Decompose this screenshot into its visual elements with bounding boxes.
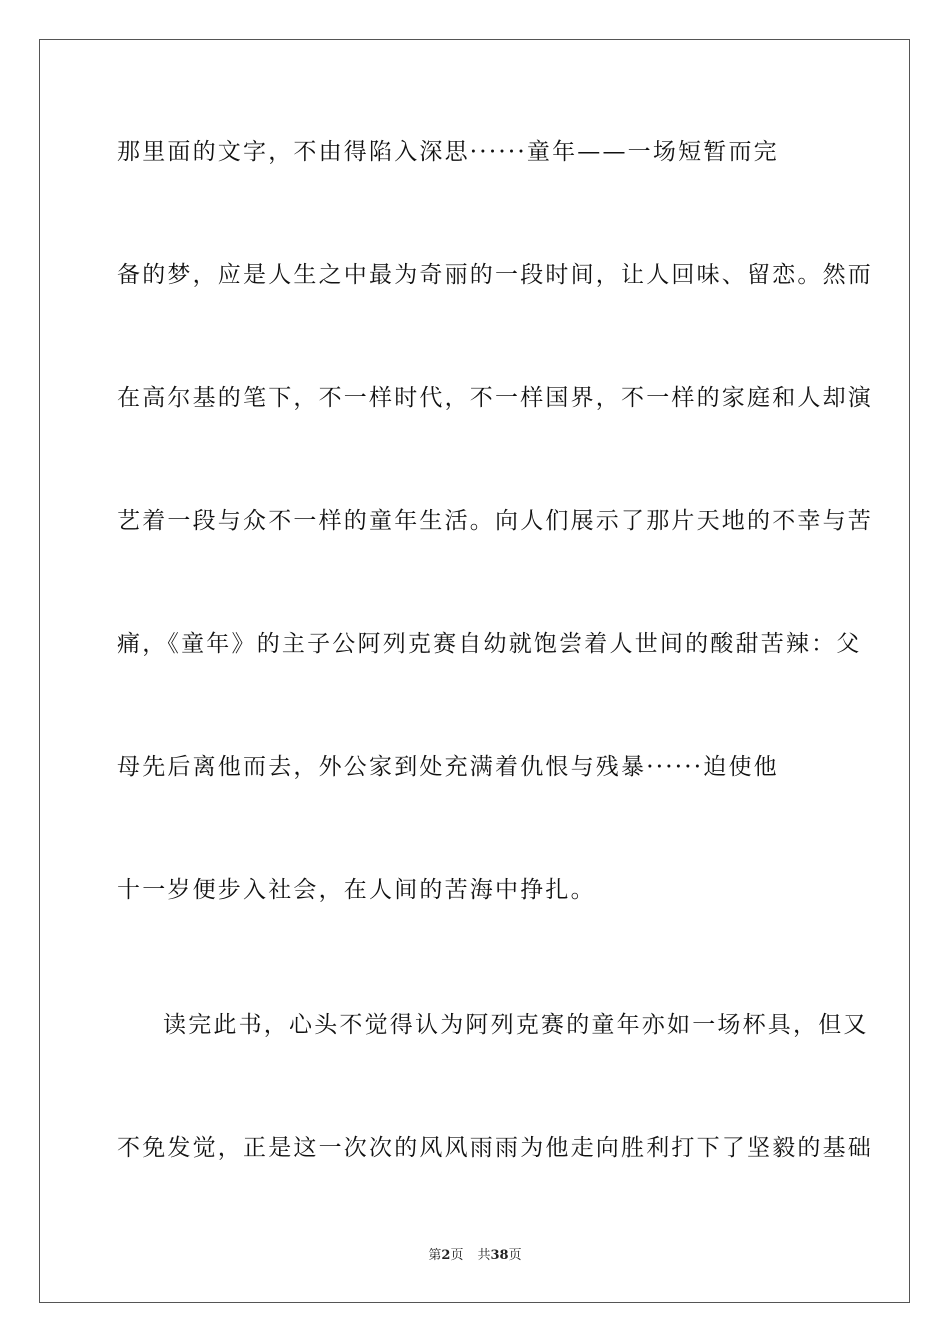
paragraph-start-line: 读完此书，心头不觉得认为阿列克赛的童年亦如一场杯具，但又 <box>163 1012 869 1038</box>
body-line: 不免发觉，正是这一次次的风风雨雨为他走向胜利打下了坚毅的基础 <box>117 1135 873 1161</box>
body-line: 备的梦，应是人生之中最为奇丽的一段时间，让人回味、留恋。然而 <box>117 262 873 288</box>
body-line: 母先后离他而去，外公家到处充满着仇恨与残暴······迫使他 <box>117 754 779 780</box>
page-border <box>39 39 910 1303</box>
page-number: 2 <box>441 1248 451 1263</box>
body-line: 痛，《童年》的主子公阿列克赛自幼就饱尝着人世间的酸甜苦辣：父 <box>117 631 862 657</box>
page-suffix: 页 <box>450 1248 464 1263</box>
total-suffix: 页 <box>508 1248 522 1263</box>
body-line: 在高尔基的笔下，不一样时代，不一样国界，不一样的家庭和人却演 <box>117 385 873 411</box>
total-prefix: 共 <box>477 1248 491 1263</box>
body-line: 十一岁便步入社会，在人间的苦海中挣扎。 <box>117 877 596 903</box>
page-footer <box>0 1247 950 1265</box>
total-pages: 38 <box>490 1248 509 1263</box>
body-line: 艺着一段与众不一样的童年生活。向人们展示了那片天地的不幸与苦 <box>117 508 873 534</box>
body-line: 那里面的文字，不由得陷入深思······童年——一场短暂而完 <box>117 139 779 165</box>
page-prefix: 第 <box>428 1248 442 1263</box>
